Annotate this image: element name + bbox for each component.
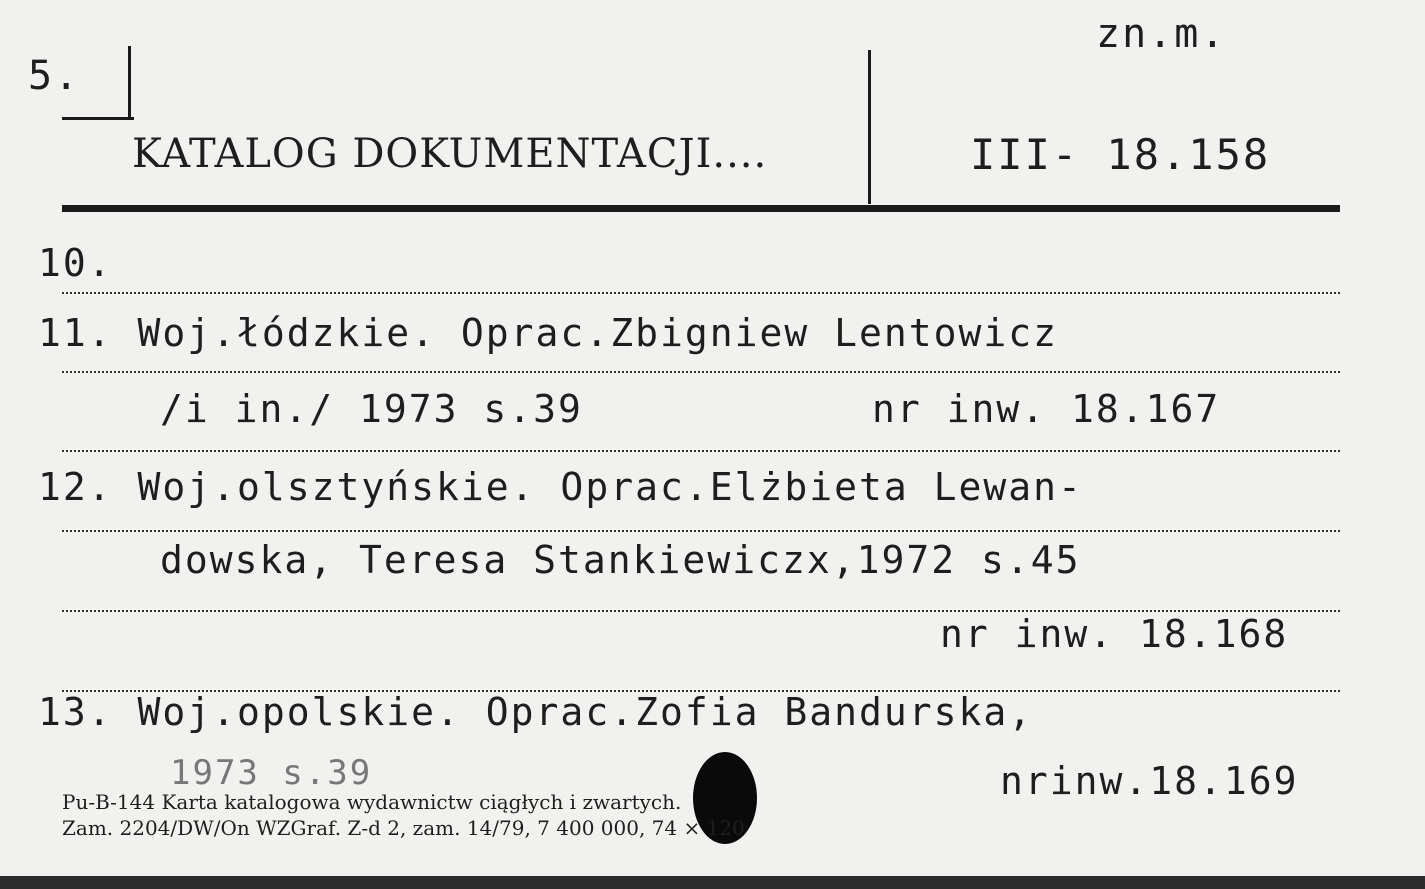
signature-label: zn.m. <box>1096 11 1227 57</box>
entry-12-line1: 12. Woj.olsztyńskie. Oprac.Elżbieta Lewan- <box>38 465 1083 509</box>
card-bottom-edge <box>0 876 1425 889</box>
signature-value: III- 18.158 <box>970 130 1271 179</box>
entry-13-inventory: nrinw.18.169 <box>1000 759 1299 803</box>
header-rule <box>62 205 1340 212</box>
dotted-rule <box>62 450 1340 452</box>
dotted-rule <box>62 530 1340 532</box>
entry-13-line1: 13. Woj.opolskie. Oprac.Zofia Bandurska, <box>38 690 1034 734</box>
card-number-underline <box>62 117 134 120</box>
card-number: 5. <box>28 53 81 99</box>
entry-11-line1: 11. Woj.łódzkie. Oprac.Zbigniew Lentowicz <box>38 311 1058 355</box>
entry-12-inventory: nr inw. 18.168 <box>940 612 1289 656</box>
entry-12-line2: dowska, Teresa Stankiewiczx,1972 s.45 <box>160 538 1081 582</box>
entry-10-line: 10. <box>38 241 113 285</box>
header-divider <box>868 50 871 204</box>
card-number-tick <box>128 46 131 118</box>
footer-line-2: Zam. 2204/DW/On WZGraf. Z-d 2, zam. 14/79, 7 400 000, 74 × 120 <box>62 816 745 840</box>
entry-11-line2: /i in./ 1973 s.39 <box>160 387 583 431</box>
catalog-title: KATALOG DOKUMENTACJI.... <box>132 131 768 177</box>
entry-13-line2: 1973 s.39 <box>170 753 373 793</box>
dotted-rule <box>62 371 1340 373</box>
entry-11-inventory: nr inw. 18.167 <box>872 387 1221 431</box>
footer-line-1: Pu-B-144 Karta katalogowa wydawnictw ciągłych i zwartych. <box>62 790 682 814</box>
dotted-rule <box>62 292 1340 294</box>
